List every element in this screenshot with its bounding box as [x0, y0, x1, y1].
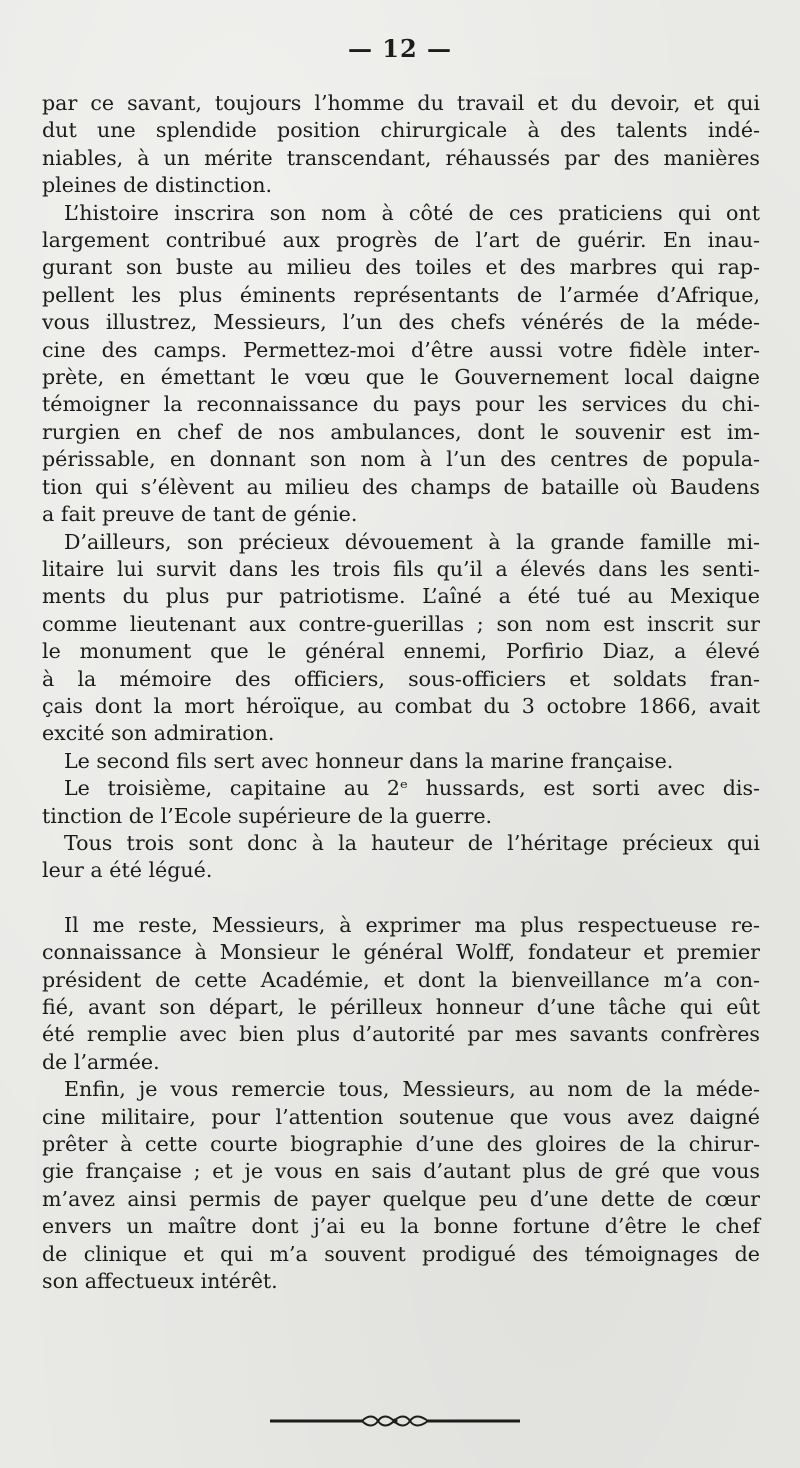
text-line: de l’armée. — [42, 1049, 160, 1074]
paragraph — [42, 775, 760, 830]
text-line: m’avez ainsi permis de payer quelque peu d’une dette de cœur — [42, 1186, 760, 1211]
text-line: rurgien en chef de nos ambulances, dont le souvenir est im- — [42, 419, 760, 444]
text-line: largement contribué aux progrès de l’art de guérir. En inau- — [42, 228, 760, 253]
paragraph — [42, 1076, 760, 1295]
text-line: pellent les plus éminents représentants de l’armée d’Afrique, — [42, 282, 760, 307]
paragraph — [42, 200, 760, 529]
text-line: pleines de distinction. — [42, 173, 273, 198]
text-line: cine militaire, pour l’attention soutenue que vous avez daigné — [42, 1104, 760, 1129]
text-line: cine des camps. Permettez-moi d’être aussi votre fidèle inter- — [42, 337, 760, 362]
text-line: leur a été légué. — [42, 858, 213, 883]
text-line: litaire lui survit dans les trois fils qu’il a élevés dans les senti- — [42, 556, 760, 581]
text-line: par ce savant, toujours l’homme du travail et du devoir, et qui — [42, 91, 760, 115]
text-line: comme lieutenant aux contre-guerillas ; son nom est inscrit sur — [42, 611, 760, 636]
text-line: tinction de l’Ecole supérieure de la guerre. — [42, 803, 493, 828]
text-line: excité son admiration. — [42, 721, 275, 746]
text-line: Le troisième, capitaine au 2ᵉ hussards, est sorti avec dis- — [64, 776, 760, 801]
text-line: çais dont la mort héroïque, au combat du 3 octobre 1866, avait — [42, 693, 760, 718]
body-text — [42, 90, 760, 1295]
text-line: Enfin, je vous remercie tous, Messieurs, au nom de la méde- — [64, 1077, 760, 1102]
text-line: de clinique et qui m’a souvent prodigué des témoignages de — [42, 1241, 760, 1266]
text-line: témoigner la reconnaissance du pays pour les services du chi- — [42, 392, 760, 417]
text-line: niables, à un mérite transcendant, réhaussés par des manières — [42, 145, 760, 170]
text-line: envers un maître dont j’ai eu la bonne fortune d’être le chef — [42, 1214, 760, 1239]
text-line: été remplie avec bien plus d’autorité par mes savants confrères — [42, 1022, 760, 1047]
text-line: gie française ; et je vous en sais d’autant plus de gré que vous — [42, 1159, 760, 1184]
paragraph — [42, 90, 760, 200]
paragraph-gap — [42, 885, 760, 912]
text-line: Il me reste, Messieurs, à exprimer ma plus respectueuse re- — [64, 912, 760, 937]
text-line: périssable, en donnant son nom à l’un des centres de popula- — [42, 447, 760, 472]
paragraph — [42, 912, 760, 1076]
text-line: connaissance à Monsieur le général Wolff, fondateur et premier — [42, 940, 760, 965]
text-line: Le second fils sert avec honneur dans la marine française. — [64, 748, 674, 773]
page-number: — 12 — — [347, 34, 453, 63]
text-line: dut une splendide position chirurgicale à des talents indé- — [42, 118, 760, 143]
text-line: D’ailleurs, son précieux dévouement à la grande famille mi- — [64, 529, 760, 554]
text-line: à la mémoire des officiers, sous-officiers et soldats fran- — [42, 666, 760, 691]
text-line: le monument que le général ennemi, Porfirio Diaz, a élevé — [42, 639, 760, 664]
text-line: son affectueux intérêt. — [42, 1269, 278, 1294]
text-line: fié, avant son départ, le périlleux honneur d’une tâche qui eût — [42, 995, 760, 1019]
text-line: vous illustrez, Messieurs, l’un des chefs vénérés de la méde- — [42, 310, 760, 335]
text-line: prêter à cette courte biographie d’une des gloires de la chirur- — [42, 1132, 760, 1157]
text-line: gurant son buste au milieu des toiles et des marbres qui rap- — [42, 255, 760, 280]
text-line: L’histoire inscrira son nom à côté de ces praticiens qui ont — [64, 200, 760, 225]
decorative-rule-icon — [270, 1413, 520, 1429]
text-line: a fait preuve de tant de génie. — [42, 502, 358, 527]
text-line: ments du plus pur patriotisme. L’aîné a été tué au Mexique — [42, 584, 760, 609]
text-line: prète, en émettant le vœu que le Gouvernement local daigne — [42, 365, 760, 390]
text-line: tion qui s’élèvent au milieu des champs de bataille où Baudens — [42, 474, 760, 499]
text-line: Tous trois sont donc à la hauteur de l’héritage précieux qui — [64, 830, 760, 855]
paragraph — [42, 529, 760, 748]
paragraph — [42, 830, 760, 885]
paragraph — [42, 748, 760, 775]
text-line: président de cette Académie, et dont la bienveillance m’a con- — [42, 967, 760, 992]
